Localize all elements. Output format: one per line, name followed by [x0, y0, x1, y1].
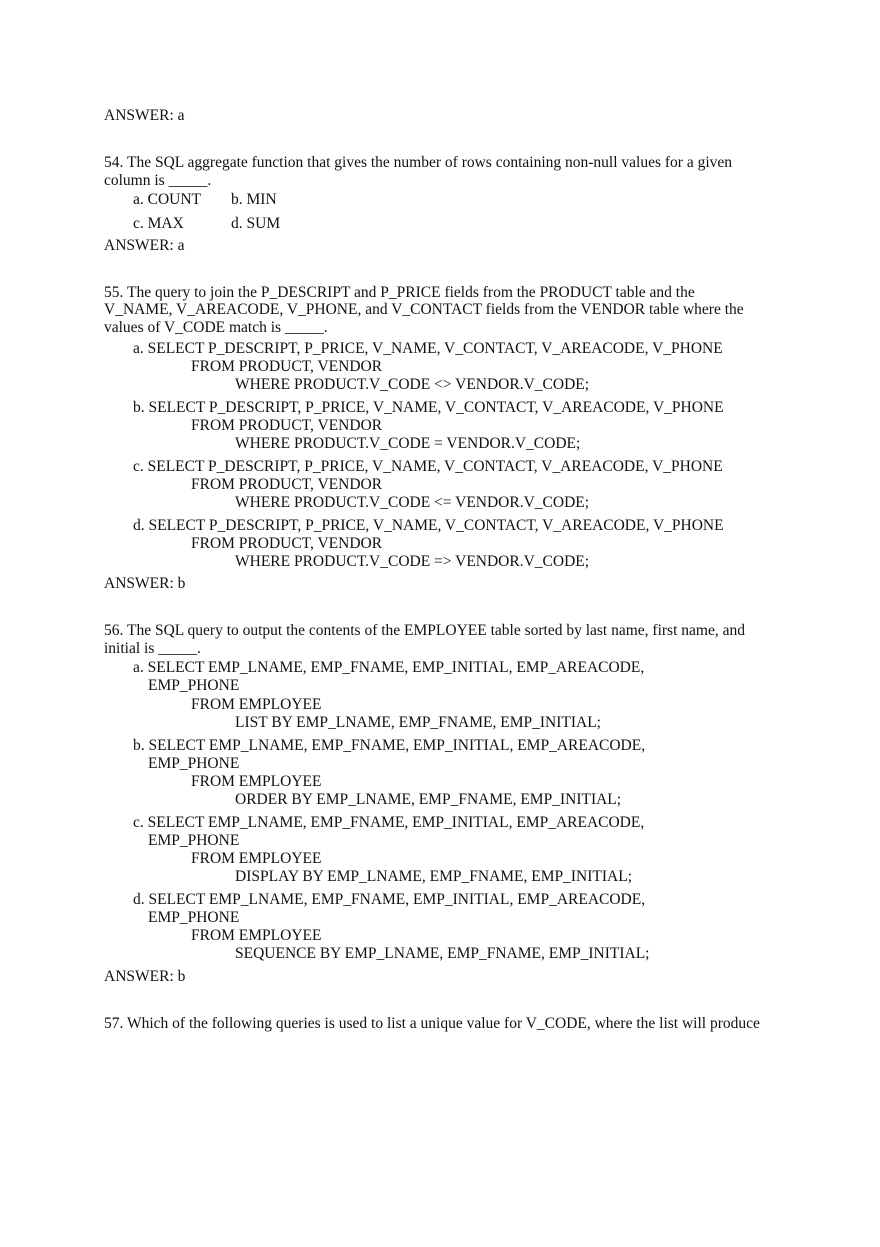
question-54-option-c: c. MAX [133, 215, 184, 232]
question-56-option-b: b. SELECT EMP_LNAME, EMP_FNAME, EMP_INITIAL, EMP_AREACODE, [133, 737, 646, 754]
question-54-option-b: b. MIN [231, 191, 277, 208]
question-56-option-d: d. SELECT EMP_LNAME, EMP_FNAME, EMP_INITIAL, EMP_AREACODE, [133, 891, 646, 908]
question-55-option-c: WHERE PRODUCT.V_CODE <= VENDOR.V_CODE; [235, 494, 590, 511]
answer-56: ANSWER: b [104, 968, 186, 985]
question-56-option-d: FROM EMPLOYEE [191, 927, 322, 944]
question-54-option-d: d. SUM [231, 215, 281, 232]
question-55-option-c: c. SELECT P_DESCRIPT, P_PRICE, V_NAME, V_CONTACT, V_AREACODE, V_PHONE [133, 458, 723, 475]
question-55-option-d: FROM PRODUCT, VENDOR [191, 535, 383, 552]
question-57-text: 57. Which of the following queries is used to list a unique value for V_CODE, where the list will produce [104, 1015, 760, 1032]
question-55-option-c: FROM PRODUCT, VENDOR [191, 476, 383, 493]
question-56-option-a: FROM EMPLOYEE [191, 696, 322, 713]
question-56-option-c: DISPLAY BY EMP_LNAME, EMP_FNAME, EMP_INITIAL; [235, 868, 632, 885]
question-55-option-b: WHERE PRODUCT.V_CODE = VENDOR.V_CODE; [235, 435, 581, 452]
question-56-option-a: LIST BY EMP_LNAME, EMP_FNAME, EMP_INITIAL; [235, 714, 601, 731]
question-55-option-a: a. SELECT P_DESCRIPT, P_PRICE, V_NAME, V_CONTACT, V_AREACODE, V_PHONE [133, 340, 723, 357]
question-56-option-d: SEQUENCE BY EMP_LNAME, EMP_FNAME, EMP_INITIAL; [235, 945, 650, 962]
question-55-text: V_NAME, V_AREACODE, V_PHONE, and V_CONTACT fields from the VENDOR table where the [104, 301, 744, 318]
answer-53: ANSWER: a [104, 107, 185, 124]
question-54-text: 54. The SQL aggregate function that gives the number of rows containing non-null values for a given [104, 154, 733, 171]
question-56-option-b: ORDER BY EMP_LNAME, EMP_FNAME, EMP_INITIAL; [235, 791, 622, 808]
answer-54: ANSWER: a [104, 237, 185, 254]
question-55-option-a: WHERE PRODUCT.V_CODE <> VENDOR.V_CODE; [235, 376, 590, 393]
question-56-option-d: EMP_PHONE [148, 909, 240, 926]
answer-55: ANSWER: b [104, 575, 186, 592]
question-56-option-b: FROM EMPLOYEE [191, 773, 322, 790]
question-56-option-b: EMP_PHONE [148, 755, 240, 772]
question-55-option-b: FROM PRODUCT, VENDOR [191, 417, 383, 434]
question-55-text: values of V_CODE match is _____. [104, 319, 328, 336]
question-54-text: column is _____. [104, 172, 212, 189]
question-55-option-d: d. SELECT P_DESCRIPT, P_PRICE, V_NAME, V_CONTACT, V_AREACODE, V_PHONE [133, 517, 724, 534]
question-56-option-a: EMP_PHONE [148, 677, 240, 694]
question-55-option-d: WHERE PRODUCT.V_CODE => VENDOR.V_CODE; [235, 553, 590, 570]
question-56-option-a: a. SELECT EMP_LNAME, EMP_FNAME, EMP_INITIAL, EMP_AREACODE, [133, 659, 645, 676]
question-55-option-a: FROM PRODUCT, VENDOR [191, 358, 383, 375]
question-56-text: 56. The SQL query to output the contents of the EMPLOYEE table sorted by last name, first name, and [104, 622, 745, 639]
question-56-text: initial is _____. [104, 640, 201, 657]
question-56-option-c: FROM EMPLOYEE [191, 850, 322, 867]
question-55-option-b: b. SELECT P_DESCRIPT, P_PRICE, V_NAME, V_CONTACT, V_AREACODE, V_PHONE [133, 399, 724, 416]
question-54-option-a: a. COUNT [133, 191, 202, 208]
question-56-option-c: c. SELECT EMP_LNAME, EMP_FNAME, EMP_INITIAL, EMP_AREACODE, [133, 814, 645, 831]
question-56-option-c: EMP_PHONE [148, 832, 240, 849]
question-55-text: 55. The query to join the P_DESCRIPT and P_PRICE fields from the PRODUCT table and the [104, 284, 695, 301]
